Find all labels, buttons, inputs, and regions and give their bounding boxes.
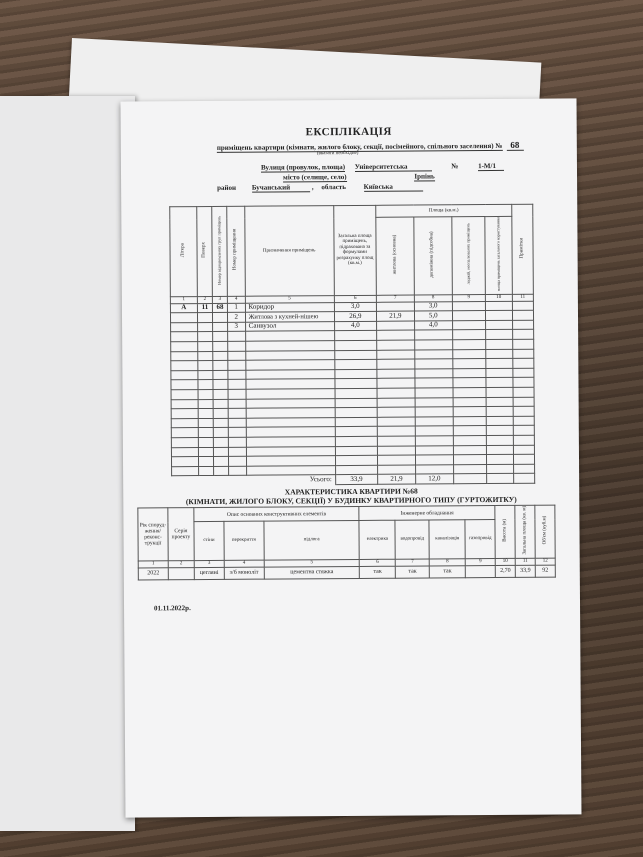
total-row [172, 474, 535, 486]
document-title: ЕКСПЛІКАЦІЯ [305, 125, 392, 139]
city-value: Ірпінь [414, 172, 435, 181]
cell-sewer: так [429, 566, 465, 578]
col-number: 7 [376, 295, 414, 302]
number-label: № [451, 162, 459, 171]
header-area-group: Площа (кв.м.) [376, 204, 512, 217]
characteristics-title: ХАРАКТЕРИСТИКА КВАРТИРИ №68 [284, 486, 418, 497]
cell-group [213, 322, 228, 332]
col-number: 3 [213, 296, 228, 303]
col-number: 11 [512, 294, 533, 301]
cell-floor-type: цементна стяжка [264, 566, 360, 579]
total-aux: 12,0 [415, 474, 453, 484]
header-water: водопровід [395, 520, 429, 559]
city-label: місто (селище, село) [283, 173, 347, 182]
document-page [121, 98, 582, 817]
header-height: Висота (м) [502, 519, 508, 543]
document-date: 01.11.2022р. [154, 604, 191, 613]
oblast-value: Київська [364, 182, 423, 191]
header-walls: стіни [194, 522, 224, 561]
header-purpose: Призначення приміщень [244, 206, 334, 296]
left-page [0, 96, 135, 831]
total-living: 21,9 [378, 474, 416, 484]
document-subtitle [217, 140, 524, 152]
col-number: 10 [495, 558, 515, 565]
col-number: 3 [194, 560, 224, 567]
explication-table [169, 204, 535, 486]
header-engineering: Інженерне обладнання [359, 505, 495, 520]
header-gas: газопровід [465, 520, 495, 559]
col-number: 8 [429, 559, 465, 566]
cell-total: 26,9 [334, 312, 376, 322]
cell-purpose: Коридор [245, 302, 334, 312]
cell-floor: 11 [197, 303, 213, 313]
characteristics-table [137, 505, 555, 581]
city-line [283, 172, 435, 181]
header-loggias: лоджій, неопалюваних приміщень [464, 223, 471, 285]
cell-height: 2,70 [495, 565, 515, 577]
cell-ceilings: з/б моноліт [224, 567, 264, 579]
col-number: 6 [360, 559, 396, 566]
col-number: 8 [414, 294, 452, 301]
cell-area: 33,9 [515, 565, 535, 577]
street-value: Університетська [355, 162, 432, 172]
header-shared: площа приміщень загального користування [495, 216, 501, 292]
cell-living [376, 302, 414, 312]
cell-living: 21,9 [376, 311, 414, 321]
header-room-number: Номер приміщення [232, 229, 239, 271]
cell-gas [465, 565, 495, 577]
col-number: 6 [334, 295, 376, 302]
cell-aux: 4,0 [414, 321, 452, 331]
cell-aux: 5,0 [414, 311, 452, 321]
header-ceilings: перекриття [224, 521, 264, 560]
col-number: 9 [465, 558, 495, 565]
cell-total: 4,0 [334, 321, 376, 331]
oblast-label: область [321, 183, 346, 192]
header-group-number: Номер відокремлених груп приміщень [216, 215, 222, 285]
header-electric: електрика [359, 520, 395, 559]
header-volume: Об'єм (куб.м) [542, 516, 548, 545]
header-litera: Літера [180, 243, 186, 258]
col-number: 5 [264, 559, 360, 567]
cell-litera [171, 322, 198, 332]
cell-floor [197, 322, 213, 332]
cell-purpose: Житлова з кухней-нішею [245, 312, 334, 322]
district-value: Бучанський [252, 183, 310, 192]
cell-group [213, 313, 228, 323]
cell-walls: цегляні [194, 567, 224, 579]
cell-group: 68 [213, 303, 228, 313]
cell-electric: так [360, 566, 396, 578]
col-number: 10 [485, 294, 512, 301]
header-structures: Опис основних конструктивних елементів [194, 506, 360, 521]
street-label: Вулиця (провулок, площа) [260, 163, 346, 172]
cell-purpose: Санвузол [245, 321, 334, 331]
cell-total: 3,0 [334, 302, 376, 312]
header-auxiliary: допоміжна (підсобна) [429, 231, 436, 278]
characteristics-subtitle: (КІМНАТИ, ЖИЛОГО БЛОКУ, СЕКЦІЇ) У БУДИНКУ КВАРТИРНОГО ТИПУ (ГУРТОЖИТКУ) [185, 494, 517, 507]
district-label: район [217, 183, 237, 192]
header-floor: Поверх [201, 242, 207, 258]
cell-litera [170, 313, 197, 323]
col-number: 11 [515, 558, 535, 565]
header-series: Серія проекту [168, 508, 194, 561]
cell-series [168, 568, 194, 580]
header-living: житлова (основна) [392, 234, 398, 275]
col-number: 9 [452, 294, 485, 301]
header-total-area: Загальна площа приміщень, підрахована за формулами розрахунку площ (кв.м.) [333, 205, 376, 295]
cell-room: 2 [227, 312, 245, 322]
subtitle-hint: (вказати необхідне) [316, 150, 359, 157]
col-number: 2 [197, 296, 213, 303]
district-comma: , [311, 183, 314, 192]
cell-water: так [396, 566, 430, 578]
apartment-number: 68 [506, 140, 523, 151]
cell-living [377, 321, 415, 331]
col-number: 7 [395, 559, 429, 566]
header-notes: Примітки [519, 237, 525, 259]
col-number: 5 [245, 295, 334, 303]
col-number: 4 [227, 296, 245, 303]
total-label: Усього: [172, 475, 336, 486]
cell-litera: А [170, 303, 197, 313]
cell-room: 1 [227, 303, 245, 313]
header-floor-type: підлога [264, 521, 360, 560]
col-number: 4 [224, 560, 264, 567]
cell-volume: 92 [535, 565, 555, 577]
total-area: 33,9 [335, 475, 377, 485]
header-sewer: каналізація [429, 520, 465, 559]
subtitle-text: приміщень квартири (кімнати, жилого блоку, секції, посімейного, спільного заселення) № [216, 141, 503, 152]
cell-year: 2022 [138, 568, 168, 580]
col-number: 1 [170, 296, 197, 303]
district-line [217, 182, 423, 191]
cell-floor [197, 313, 213, 323]
number-value: 1-М/1 [478, 162, 504, 171]
header-char-total-area: Загальна площа (кв. м) [522, 506, 528, 555]
street-line [261, 162, 504, 172]
cell-aux: 3,0 [414, 301, 452, 311]
col-number: 1 [138, 561, 168, 568]
col-number: 2 [168, 561, 194, 568]
characteristics-row [138, 565, 555, 580]
col-number: 12 [535, 558, 555, 565]
cell-room: 3 [227, 322, 245, 332]
header-year: Рік споруд-ження/ реконс-трукції [138, 508, 168, 561]
